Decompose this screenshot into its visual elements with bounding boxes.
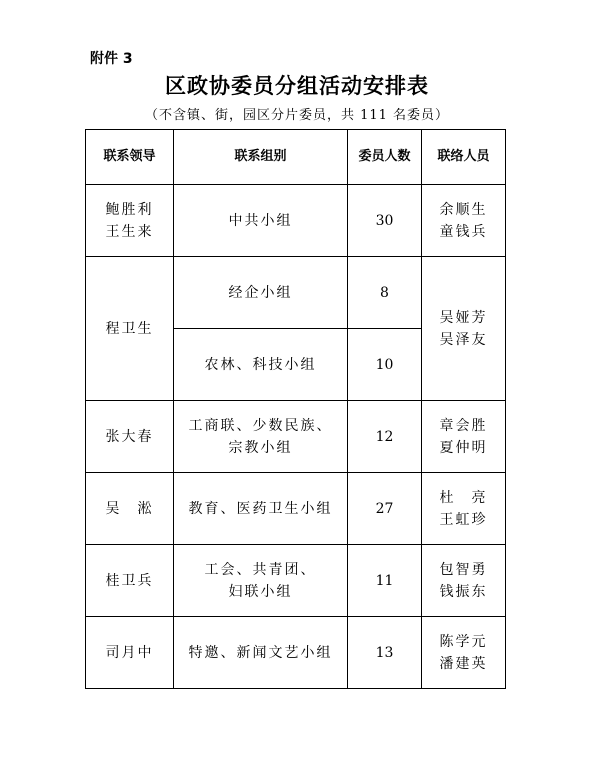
leader-name-line: 程卫生 — [105, 320, 154, 337]
assignment-table — [85, 129, 506, 689]
group-name-line: 工商联、少数民族、 — [188, 417, 333, 434]
leader-name-line: 司月中 — [105, 644, 154, 661]
liaison-name-line: 章会胜 — [439, 417, 488, 434]
leader-cell — [86, 545, 174, 617]
group-name-line: 农林、科技小组 — [204, 356, 317, 373]
group-name-line: 工会、共青团、 — [204, 561, 317, 578]
table-body — [86, 185, 506, 689]
liaison-name-line: 钱振东 — [439, 583, 488, 600]
liaison-name-line: 余顺生 — [439, 201, 488, 218]
header-groups: 联系组别 — [174, 130, 348, 185]
liaison-cell — [422, 473, 506, 545]
header-count: 委员人数 — [348, 130, 422, 185]
liaison-name-line: 包智勇 — [439, 561, 488, 578]
document-subtitle: （不含镇、街，园区分片委员，共 111 名委员） — [144, 108, 450, 123]
table-row — [86, 401, 506, 473]
liaison-cell — [422, 185, 506, 257]
leader-name-line: 张大春 — [105, 428, 154, 445]
leader-name-line: 吴 淞 — [105, 500, 154, 517]
liaison-name-line: 吴泽友 — [439, 331, 488, 348]
table-row — [86, 617, 506, 689]
group-name-line: 宗教小组 — [228, 439, 293, 456]
member-count-cell: 8 — [348, 257, 422, 329]
liaison-cell — [422, 545, 506, 617]
member-count-cell: 13 — [348, 617, 422, 689]
liaison-name-line: 杜 亮 — [439, 489, 488, 506]
group-name-line: 妇联小组 — [228, 583, 293, 600]
attachment-label: 附件 3 — [90, 51, 133, 67]
group-cell — [174, 617, 348, 689]
table-row — [86, 473, 506, 545]
liaison-cell — [422, 257, 506, 401]
document-title: 区政协委员分组活动安排表 — [165, 73, 429, 98]
liaison-name-line: 王虹珍 — [439, 511, 488, 528]
liaison-cell — [422, 617, 506, 689]
table-row — [86, 185, 506, 257]
leader-cell — [86, 473, 174, 545]
table-header-row — [86, 130, 506, 185]
group-cell — [174, 185, 348, 257]
liaison-name-line: 吴娅芳 — [439, 309, 488, 326]
group-name-line: 经企小组 — [228, 284, 293, 301]
group-name-line: 教育、医药卫生小组 — [188, 500, 333, 517]
leader-name-line: 王生来 — [105, 223, 154, 240]
group-cell — [174, 473, 348, 545]
leader-cell — [86, 617, 174, 689]
header-leaders: 联系领导 — [86, 130, 174, 185]
leader-name-line: 桂卫兵 — [105, 572, 154, 589]
header-liaisons: 联络人员 — [422, 130, 506, 185]
leader-cell — [86, 401, 174, 473]
group-name-line: 特邀、新闻文艺小组 — [188, 644, 333, 661]
member-count-cell: 10 — [348, 329, 422, 401]
group-cell — [174, 329, 348, 401]
liaison-name-line: 潘建英 — [439, 655, 488, 672]
member-count-cell: 30 — [348, 185, 422, 257]
leader-cell — [86, 257, 174, 401]
group-cell — [174, 545, 348, 617]
group-cell — [174, 257, 348, 329]
leader-cell — [86, 185, 174, 257]
liaison-cell — [422, 401, 506, 473]
member-count-cell: 12 — [348, 401, 422, 473]
liaison-name-line: 夏仲明 — [439, 439, 488, 456]
member-count-cell: 27 — [348, 473, 422, 545]
table-row — [86, 545, 506, 617]
liaison-name-line: 陈学元 — [439, 633, 488, 650]
group-name-line: 中共小组 — [228, 212, 293, 229]
leader-name-line: 鲍胜利 — [105, 201, 154, 218]
table-row — [86, 257, 506, 329]
member-count-cell: 11 — [348, 545, 422, 617]
group-cell — [174, 401, 348, 473]
liaison-name-line: 童钱兵 — [439, 223, 488, 240]
